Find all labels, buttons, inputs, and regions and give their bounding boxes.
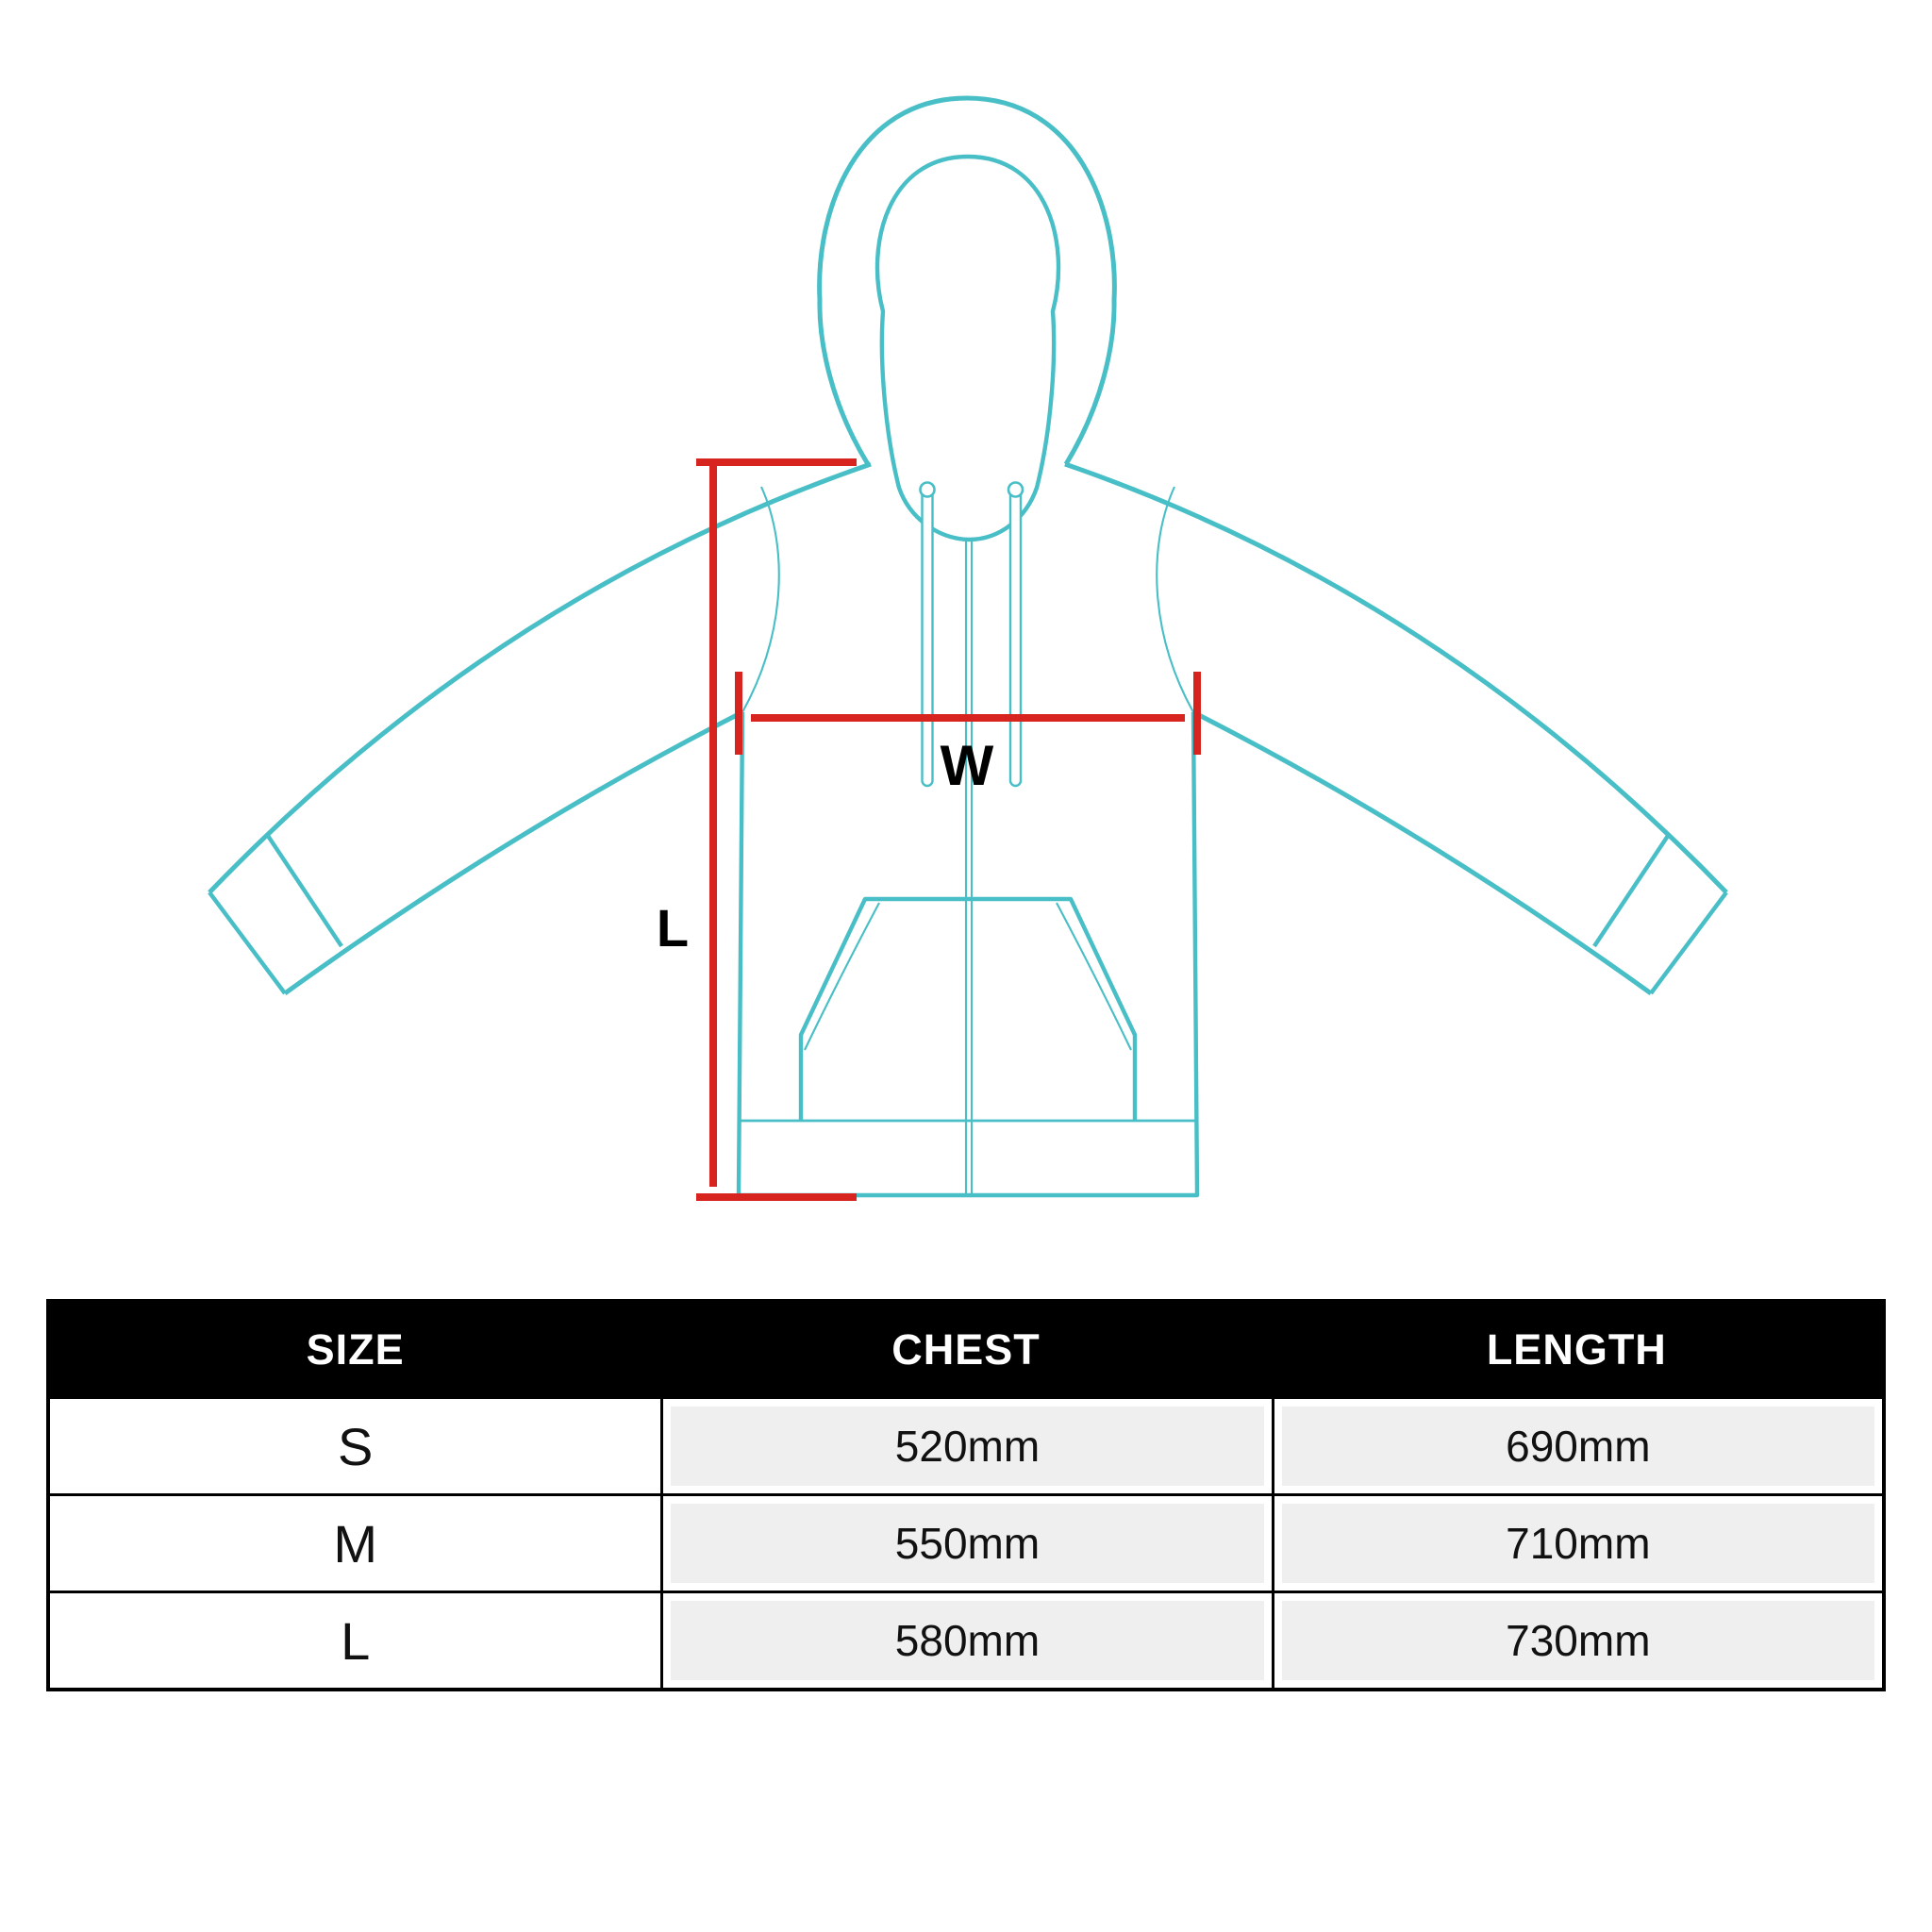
right-cuff-seam (1594, 836, 1668, 946)
right-drawcord (1010, 486, 1021, 786)
table-row-m (50, 1493, 1882, 1591)
size-table-header-row (50, 1303, 1882, 1396)
zipper-line (966, 541, 972, 1195)
measurement-lines (696, 462, 1197, 1197)
pocket-opening-right-seam (1057, 903, 1131, 1050)
header-length: LENGTH (1486, 1324, 1667, 1374)
pocket-outline (801, 899, 1135, 1121)
left-cuff-end (209, 892, 285, 993)
chest-value: 550mm (660, 1496, 1271, 1591)
size-value: L (50, 1593, 660, 1688)
width-label: W (940, 734, 994, 797)
hoodie-outline (209, 98, 1726, 1195)
chest-value: 520mm (660, 1399, 1271, 1493)
length-value: 690mm (1272, 1399, 1882, 1493)
right-armhole-seam (1157, 487, 1193, 712)
table-row-s (50, 1396, 1882, 1493)
right-cuff-end (1651, 892, 1726, 993)
length-value: 710mm (1272, 1496, 1882, 1591)
right-eyelet (1008, 483, 1023, 497)
table-row-l (50, 1591, 1882, 1688)
length-value: 730mm (1272, 1593, 1882, 1688)
length-label: L (656, 898, 690, 958)
hood-outer-line (820, 98, 1115, 464)
size-table (46, 1299, 1886, 1691)
left-drawcord (923, 486, 933, 786)
left-cuff-seam (268, 836, 341, 946)
chest-value: 580mm (660, 1593, 1271, 1688)
size-value: S (50, 1399, 660, 1493)
hood-inner-collar-line (877, 157, 1058, 540)
header-chest: CHEST (891, 1324, 1041, 1374)
left-eyelet (921, 483, 935, 497)
left-armhole-seam (742, 487, 779, 712)
size-value: M (50, 1496, 660, 1591)
right-sleeve-top-line (1065, 464, 1726, 892)
pocket-opening-left-seam (805, 903, 879, 1050)
header-size: SIZE (306, 1324, 405, 1374)
right-sleeve-bottom-line (1193, 712, 1651, 993)
left-sleeve-top-line (209, 464, 871, 892)
